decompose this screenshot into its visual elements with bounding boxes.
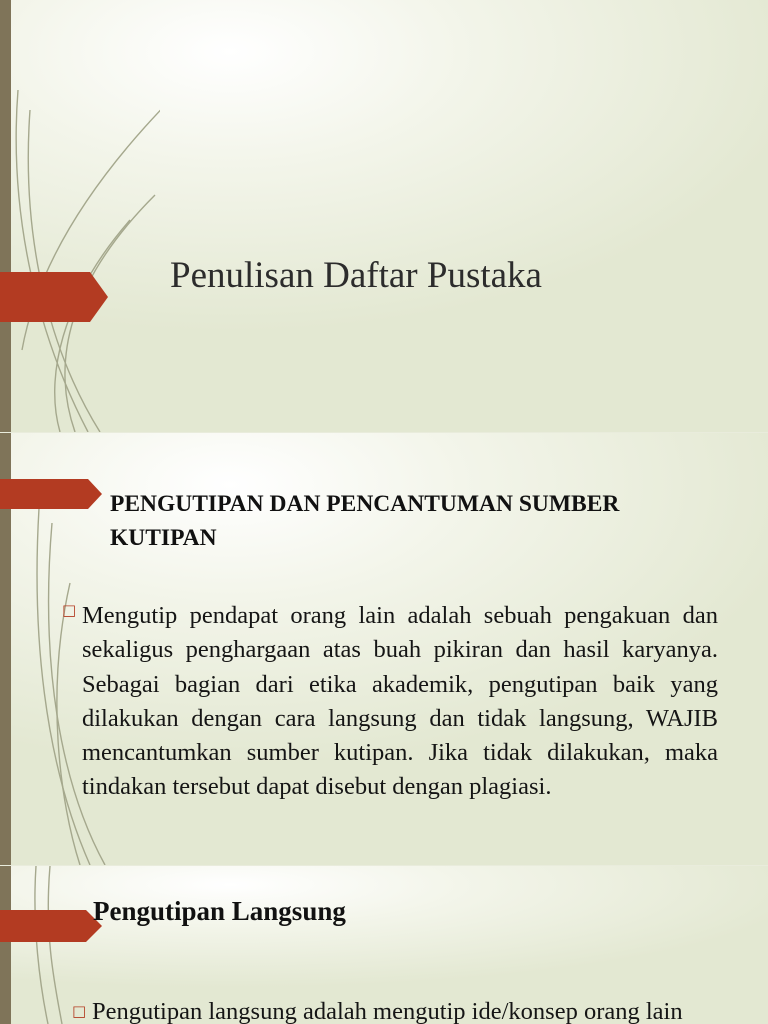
slide-heading: PENGUTIPAN DAN PENCANTUMAN SUMBER KUTIPAN [110,491,620,551]
bullet-icon: □ [62,601,77,619]
slide-heading: Pengutipan Langsung [93,896,346,926]
title-accent-tag [0,272,110,322]
heading-accent-tag [0,479,105,509]
slide-citation [0,433,768,865]
slide-direct-quote [0,866,768,1024]
decorative-curves [0,0,160,432]
bullet-icon: □ [72,1002,87,1020]
bullet-text: Mengutip pendapat orang lain adalah sebuah pengakuan dan sekaligus penghargaan atas buah pikiran dan hasil karyanya. Sebagai bagian dari etika akademik, pengutipan baik yang dilakukan dengan cara langsung dan tidak langsung, WAJIB mencantumkan sumber kutipan. Jika tidak dilakukan, maka tindakan tersebut dapat disebut dengan plagiasi. [82,602,718,801]
bullet-text: Pengutipan langsung adalah mengutip ide/konsep orang lain [92,998,683,1024]
heading-accent-tag [0,910,105,942]
bullet-item [62,599,718,805]
slide-title-text: Penulisan Daftar Pustaka [170,255,542,296]
slide-title [0,0,768,432]
